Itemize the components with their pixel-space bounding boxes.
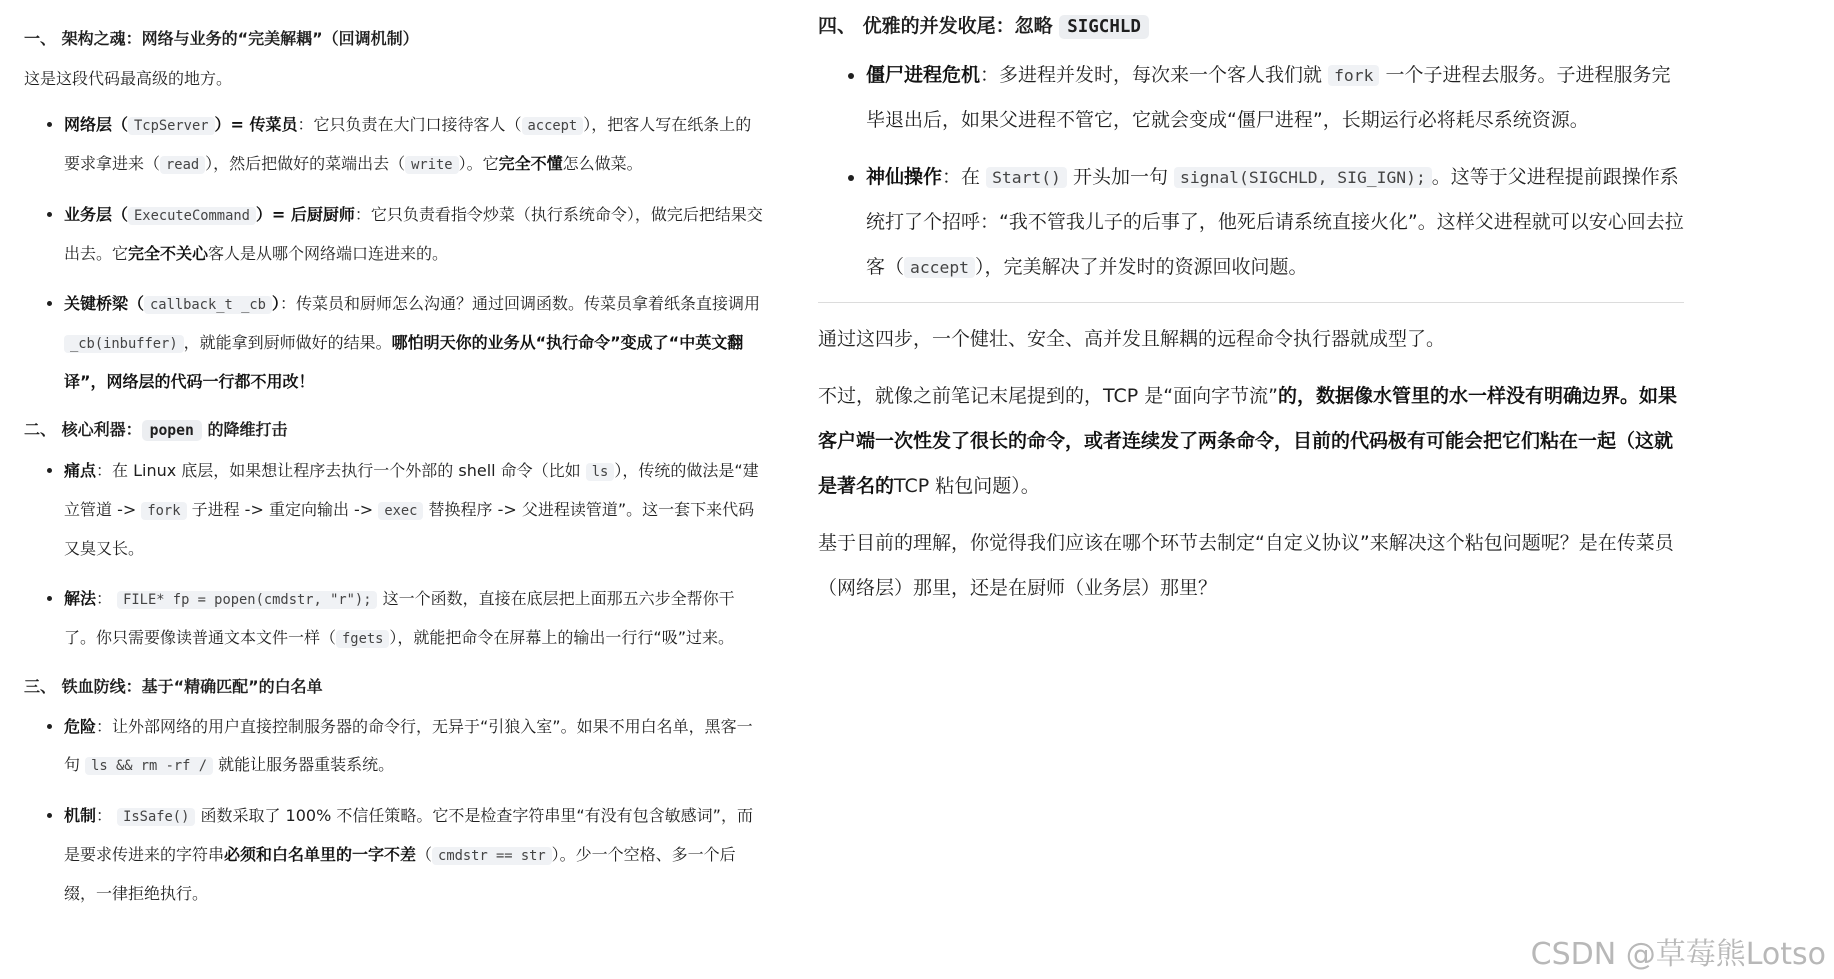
section-2-list [24, 452, 764, 658]
divider [818, 302, 1684, 303]
section-4-list [818, 53, 1684, 290]
section-3-list [24, 708, 764, 913]
list-item-business-layer: • 业务层（ ExecuteCommand ）= 后厨厨师：它只负责看指令炒菜（执行系统命令），做完后把结果交出去。它完全不关心客人是从哪个网络端口连进来的。 [64, 196, 764, 273]
section-4-title: 四、 优雅的并发收尾：忽略 SIGCHLD [818, 6, 1684, 47]
section-1-list [24, 106, 764, 401]
section-2-title: 二、 核心利器： popen 的降维打击 [24, 420, 288, 439]
paragraph-question: 基于目前的理解，你觉得我们应该在哪个环节去制定“自定义协议”来解决这个粘包问题呢？是在传菜员（网络层）那里，还是在厨师（业务层）那里？ [818, 532, 1674, 599]
left-column [24, 24, 764, 927]
list-item-callback-bridge: • 关键桥梁（ callback_t _cb ）：传菜员和厨师怎么沟通？通过回调函数。传菜员拿着纸条直接调用_cb(inbuffer) ，就能拿到厨师做好的结果。哪怕明天你的业务从“执行命令”变成了“中英文翻译”，网络层的代码一行都不用改！ [64, 285, 764, 401]
list-item-magic-operation: • 神仙操作：在 Start() 开头加一句 signal(SIGCHLD, SIG_IGN); 。这等于父进程提前跟操作系统打了个招呼：“我不管我儿子的后事了，他死后请系统直接火化”。这样父进程就可以安心回去拉客（ accept ），完美解决了并发时的资源回收问题。 [866, 155, 1684, 290]
section-1-title: 一、 架构之魂：网络与业务的“完美解耦”（回调机制） [24, 29, 419, 48]
paragraph-summary: 通过这四步，一个健壮、安全、高并发且解耦的远程命令执行器就成型了。 [818, 328, 1446, 350]
list-item-mechanism: • 机制： IsSafe() 函数采取了 100% 不信任策略。它不是检查字符串里“有没有包含敏感词”，而是要求传进来的字符串必须和白名单里的一字不差（ cmdstr == str ）。少一个空格、多一个后缀，一律拒绝执行。 [64, 797, 764, 913]
paragraph-sticky-packet: 不过，就像之前笔记末尾提到的，TCP 是“面向字节流”的，数据像水管里的水一样没有明确边界。如果客户端一次性发了很长的命令，或者连续发了两条命令，目前的代码极有可能会把它们粘在一起（这就是著名的TCP 粘包问题）。 [818, 385, 1677, 497]
section-3-title: 三、 铁血防线：基于“精确匹配”的白名单 [24, 677, 323, 696]
section-2 [24, 415, 764, 658]
list-item-pain-point: • 痛点：在 Linux 底层，如果想让程序去执行一个外部的 shell 命令（比如 ls ），传统的做法是“建立管道 -> fork 子进程 -> 重定向输出 -> exec 替换程序 -> 父进程读管道”。这一套下来代码又臭又长。 [64, 452, 764, 568]
section-1-intro: 这是这段代码最高级的地方。 [24, 69, 233, 88]
section-1 [24, 24, 764, 401]
list-item-network-layer: • 网络层（ TcpServer ）= 传菜员：它只负责在大门口接待客人（ accept ），把客人写在纸条上的要求拿进来（ read ），然后把做好的菜端出去（ write ）。它完全不懂怎么做菜。 [64, 106, 764, 184]
list-item-zombie-crisis: • 僵尸进程危机：多进程并发时，每次来一个客人我们就 fork 一个子进程去服务。子进程服务完毕退出后，如果父进程不管它，它就会变成“僵尸进程”，长期运行必将耗尽系统资源。 [866, 53, 1684, 143]
csdn-watermark: CSDN @草莓熊Lotso [1530, 937, 1826, 972]
right-column [818, 6, 1684, 623]
list-item-danger: • 危险：让外部网络的用户直接控制服务器的命令行，无异于“引狼入室”。如果不用白名单，黑客一句 ls && rm -rf / 就能让服务器重装系统。 [64, 708, 764, 785]
list-item-solution: • 解法： FILE* fp = popen(cmdstr, "r"); 这一个函数，直接在底层把上面那五六步全帮你干了。你只需要像读普通文本文件一样（ fgets ），就能把命令在屏幕上的输出一行行“吸”过来。 [64, 580, 764, 658]
section-3 [24, 672, 764, 913]
